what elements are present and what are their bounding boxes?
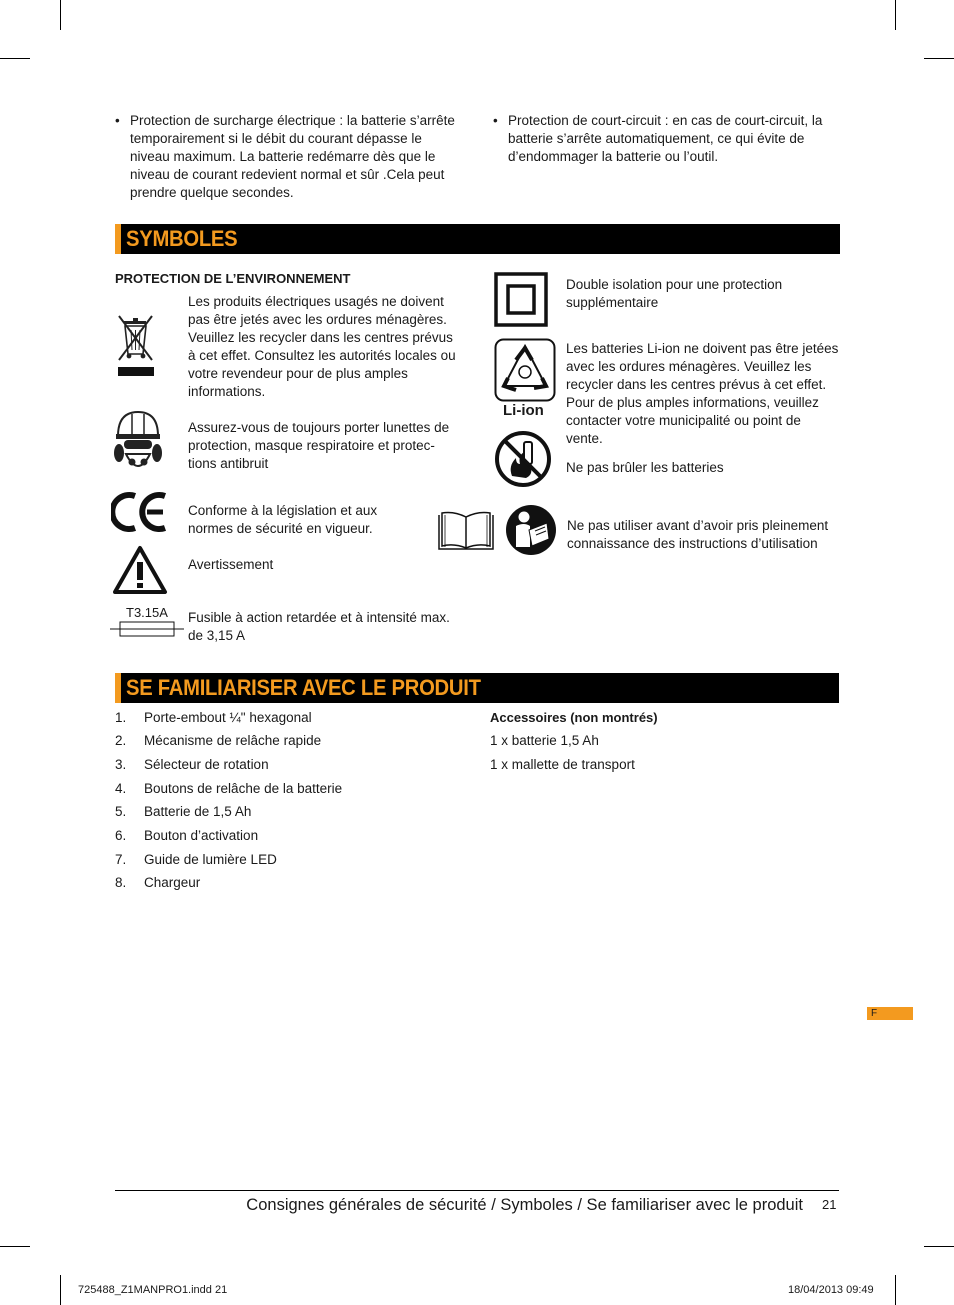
crop-mark: [895, 0, 896, 30]
book-icon: [437, 511, 495, 553]
accessory-item: 1 x batterie 1,5 Ah: [490, 733, 599, 748]
item-label: Guide de lumière LED: [144, 852, 277, 867]
item-number: 4.: [115, 781, 127, 796]
accessories-heading: Accessoires (non montrés): [490, 710, 658, 725]
fuse-label: T3.15A: [126, 605, 168, 620]
symbol-text-fuse: Fusible à action retardée et à intensité max. de 3,15 A: [188, 610, 450, 643]
symbol-text-weee: Les produits électriques usagés ne doivent pas être jetés avec les ordures ménagères. Veuillez les recycler dans les centres prévus à cet effet. Consultez les autorités locales ou votre revendeur pour de plus amples informations.: [188, 294, 456, 399]
item-number: 1.: [115, 710, 127, 725]
protective-gear-icon: [112, 408, 164, 478]
item-label: Chargeur: [144, 875, 201, 890]
accessory-item: 1 x mallette de transport: [490, 757, 635, 772]
item-label: Bouton d’activation: [144, 828, 259, 843]
crop-mark: [60, 1275, 61, 1305]
symbol-text-ce: Conforme à la législation et aux normes de sécurité en vigueur.: [188, 503, 378, 536]
item-number: 8.: [115, 875, 127, 890]
bullet-short-circuit-protection: • Protection de court-circuit : en cas de court-circuit, la batterie s’arrête automatiquement, ce qui évite de d’endommager la batterie ou l’outil.: [493, 112, 828, 166]
section-accent: [115, 224, 121, 254]
bullet-column-right: [493, 112, 828, 166]
item-label: Mécanisme de relâche rapide: [144, 733, 322, 748]
item-label: Porte-embout ¼" hexagonal: [144, 710, 312, 725]
page-number: 21: [822, 1197, 837, 1212]
environment-heading: PROTECTION DE L’ENVIRONNEMENT: [115, 271, 351, 286]
symbols-section-bar: [115, 224, 840, 254]
crop-mark: [895, 1275, 896, 1305]
item-number: 2.: [115, 733, 127, 748]
bullet-column-left: [115, 112, 455, 202]
section-accent: [115, 673, 121, 703]
double-insulation-icon: [494, 272, 548, 327]
product-section-bar: [115, 673, 839, 703]
bullet-overload-protection: • Protection de surcharge électrique : la batterie s’arrête temporairement si le débit du courant dépasse le niveau maximum. La batterie redémarre dès que le niveau de courant redevient normal et sûr .Cela peut prendre quelque secondes.: [115, 112, 455, 202]
symbol-text-no-fire: Ne pas brûler les batteries: [566, 460, 724, 475]
item-number: 3.: [115, 757, 127, 772]
item-label: Boutons de relâche de la batterie: [144, 781, 343, 796]
item-number: 5.: [115, 804, 127, 819]
footer-rule: [115, 1190, 839, 1191]
ce-mark-icon: [111, 490, 169, 534]
fuse-icon: [110, 620, 184, 638]
footer-breadcrumb: Consignes générales de sécurité / Symboles / Se familiariser avec le produit: [246, 1196, 803, 1214]
symbol-text-read-manual: Ne pas utiliser avant d’avoir pris pleinement connaissance des instructions d’utilisation: [567, 518, 829, 551]
symbol-text-warning: Avertissement: [188, 557, 274, 572]
date-info: 18/04/2013 09:49: [788, 1284, 874, 1296]
symbol-text-protective-gear: Assurez-vous de toujours porter lunettes de protection, masque respiratoire et protections antibruit: [188, 420, 450, 471]
no-fire-icon: [494, 430, 552, 488]
item-label: Sélecteur de rotation: [144, 757, 269, 772]
symbol-text-li-ion: Les batteries Li-ion ne doivent pas être jetées avec les ordures ménagères. Veuillez les recycler dans les centres prévus à cet effet. Pour de plus amples informations, veuillez contacter votre municipalité ou point de vente.: [566, 341, 839, 446]
li-ion-recycle-icon: [494, 338, 556, 402]
item-number: 6.: [115, 828, 127, 843]
symbols-section-title: SYMBOLES: [126, 226, 238, 251]
crop-mark: [60, 0, 61, 30]
language-tab: F: [867, 1007, 913, 1020]
crop-mark: [0, 1246, 30, 1247]
read-manual-icon: [505, 504, 557, 556]
item-number: 7.: [115, 852, 127, 867]
crossed-bin-icon: [113, 312, 158, 378]
file-info: 725488_Z1MANPRO1.indd 21: [78, 1284, 228, 1296]
item-label: Batterie de 1,5 Ah: [144, 804, 252, 819]
warning-triangle-icon: [112, 545, 168, 595]
li-ion-label: Li-ion: [503, 402, 544, 419]
crop-mark: [924, 58, 954, 59]
crop-mark: [924, 1246, 954, 1247]
crop-mark: [0, 58, 30, 59]
product-section-title: SE FAMILIARISER AVEC LE PRODUIT: [126, 675, 481, 700]
symbol-text-double-insulation: Double isolation pour une protection supplémentaire: [566, 277, 783, 310]
